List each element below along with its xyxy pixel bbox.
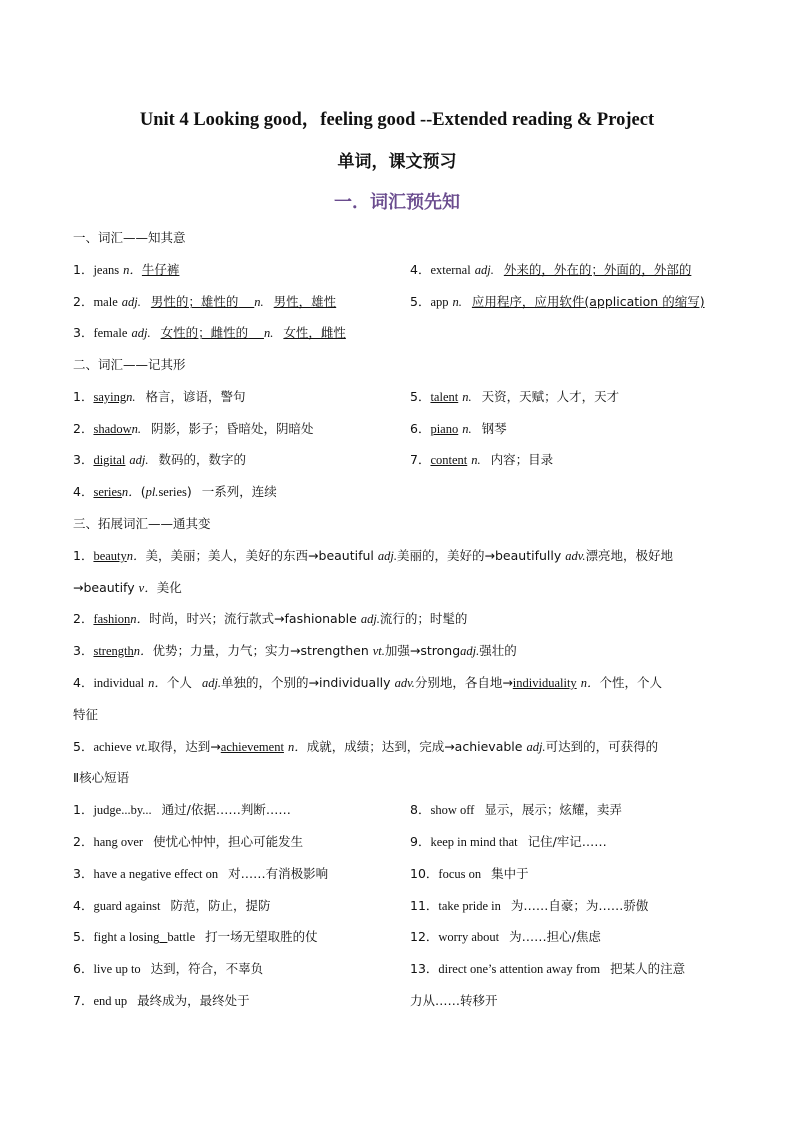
derivation-item-cont: →beautify v．美化 xyxy=(73,580,182,595)
derivation-item: 1．beautyn．美，美丽；美人，美好的东西→beautiful adj.美丽的，美好的→beautifully adv.漂亮地，极好地 xyxy=(73,548,674,563)
derivation-item: 5．achieve vt.取得，达到→achievement n．成就，成绩；达到，完成→achievable adj.可达到的，可获得的 xyxy=(73,739,659,754)
phrase-item: 1．judge...by... 通过/依据……判断…… xyxy=(73,802,291,817)
section-title: 一．词汇预先知 xyxy=(334,192,460,213)
phrase-item-cont: 力从……转移开 xyxy=(410,993,498,1008)
phrase-item: 4．guard against 防范，防止，提防 xyxy=(73,898,271,913)
vocab-item: 1．sayingn. 格言，谚语，警句 xyxy=(73,389,246,404)
part1-heading: 一、词汇——知其意 xyxy=(73,230,186,245)
phrase-item: 10．focus on 集中于 xyxy=(410,866,529,881)
phrase-item: 11．take pride in 为……自豪；为……骄傲 xyxy=(410,898,649,913)
part4-heading: Ⅱ核心短语 xyxy=(73,770,130,785)
phrase-item: 2．hang over 使忧心忡忡，担心可能发生 xyxy=(73,834,304,849)
phrase-item: 13．direct one’s attention away from 把某人的注意 xyxy=(410,961,686,976)
phrase-item: 3．have a negative effect on 对……有消极影响 xyxy=(73,866,329,881)
derivation-item: 4．individual n．个人 adj.单独的，个别的→individually adv.分别地，各自地→individuality n．个性，个人 xyxy=(73,675,662,690)
phrase-item: 9．keep in mind that 记住/牢记…… xyxy=(410,834,607,849)
phrase-item: 8．show off 显示，展示；炫耀，卖弄 xyxy=(410,802,622,817)
page-subtitle: 单词，课文预习 xyxy=(337,152,457,172)
vocab-item: 5．app n. 应用程序，应用软件(application 的缩写) xyxy=(410,294,705,309)
phrase-item: 7．end up 最终成为，最终处于 xyxy=(73,993,250,1008)
vocab-item: 6．piano n. 钢琴 xyxy=(410,421,507,436)
vocab-item: 3．digital adj. 数码的，数字的 xyxy=(73,452,247,467)
phrase-item: 5．fight a losing battle 打一场无望取胜的仗 xyxy=(73,929,318,944)
vocab-item: 3．female adj. 女性的；雌性的 n. 女性，雌性 xyxy=(73,325,346,340)
phrase-item: 6．live up to 达到，符合，不辜负 xyxy=(73,961,264,976)
vocab-item: 4．external adj. 外来的，外在的；外面的，外部的 xyxy=(410,262,692,277)
derivation-item: 2．fashionn．时尚，时兴；流行款式→fashionable adj.流行的；时髦的 xyxy=(73,611,468,626)
vocab-item: 1．jeans n．牛仔裤 xyxy=(73,262,180,277)
vocab-item: 7．content n. 内容；目录 xyxy=(410,452,554,467)
page-title: Unit 4 Looking good，feeling good --Extended reading & Project xyxy=(139,110,655,130)
vocab-item: 4．seriesn．(pl.series) 一系列，连续 xyxy=(73,484,277,499)
derivation-item-cont: 特征 xyxy=(73,707,99,722)
phrase-item: 12．worry about 为……担心/焦虑 xyxy=(410,929,601,944)
vocab-item: 2．male adj. 男性的；雄性的 n. 男性，雄性 xyxy=(73,294,337,309)
part2-heading: 二、词汇——记其形 xyxy=(73,357,186,372)
derivation-item: 3．strengthn．优势；力量，力气；实力→strengthen vt.加强→strongadj.强壮的 xyxy=(73,643,517,658)
vocab-item: 2．shadown. 阴影，影子；昏暗处，阴暗处 xyxy=(73,421,314,436)
vocab-item: 5．talent n. 天资，天赋；人才，天才 xyxy=(410,389,620,404)
part3-heading: 三、拓展词汇——通其变 xyxy=(73,516,211,531)
